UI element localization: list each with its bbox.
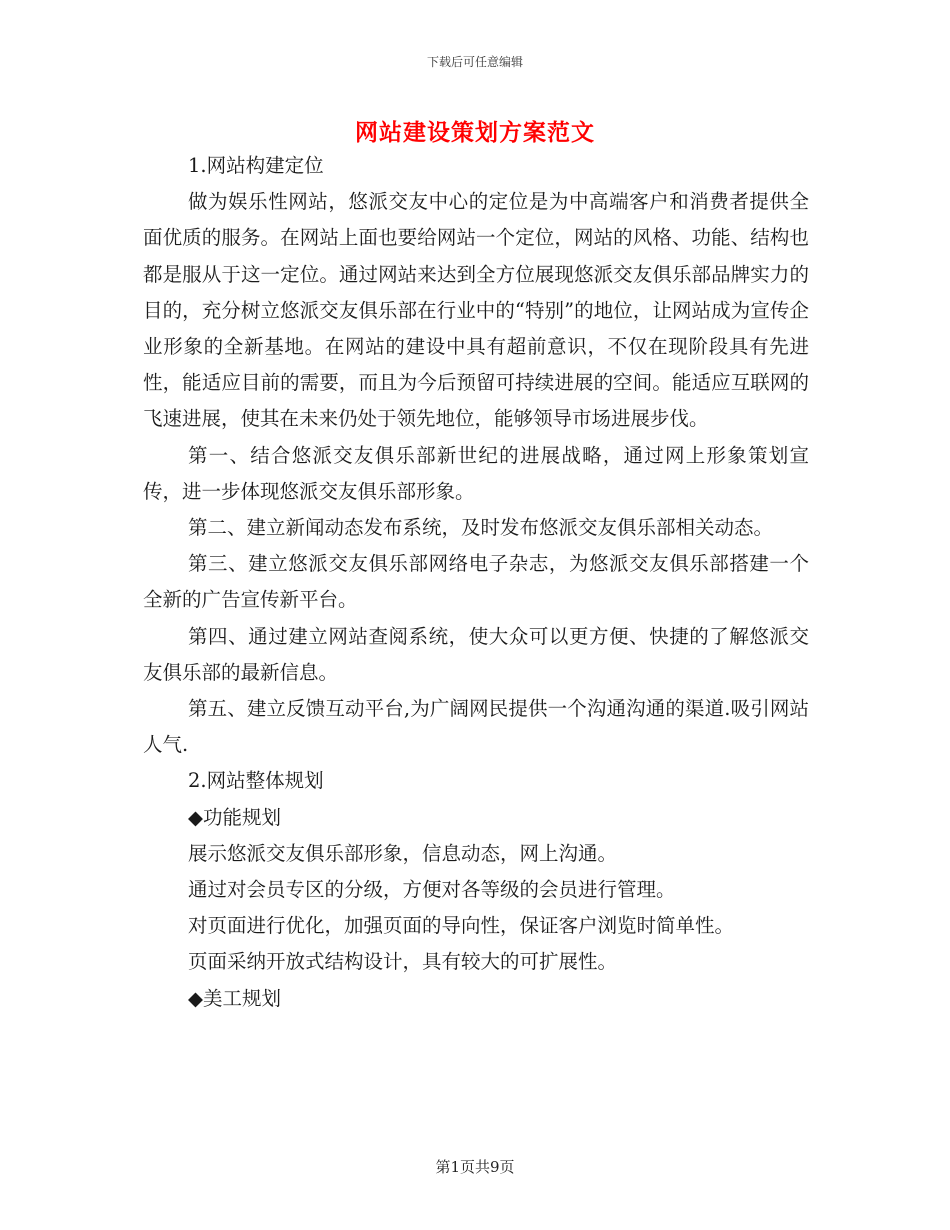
subheading-function-planning: ◆功能规划 <box>188 805 281 829</box>
paragraph-item-two: 第二、建立新闻动态发布系统，及时发布悠派交友俱乐部相关动态。 <box>188 516 774 540</box>
list-item: 页面采纳开放式结构设计，具有较大的可扩展性。 <box>188 950 618 974</box>
section-heading-positioning: 1.网站构建定位 <box>188 154 324 177</box>
document-title: 网站建设策划方案范文 <box>355 119 595 146</box>
list-item: 通过对会员专区的分级，方便对各等级的会员进行管理。 <box>188 878 676 902</box>
page-footer-number: 第1页共9页 <box>435 1158 515 1176</box>
section-heading-planning: 2.网站整体规划 <box>188 769 324 793</box>
paragraph-item-five: 第五、建立反馈互动平台,为广阔网民提供一个沟通沟通的渠道.吸引网站人气. <box>143 697 809 757</box>
document-body <box>143 148 809 1017</box>
list-item: 对页面进行优化，加强页面的导向性，保证客户浏览时简单性。 <box>188 914 735 938</box>
page-header-note: 下载后可任意编辑 <box>426 55 523 69</box>
subheading-art-planning: ◆美工规划 <box>188 986 281 1010</box>
paragraph-item-four: 第四、通过建立网站查阅系统，使大众可以更方便、快捷的了解悠派交友俱乐部的最新信息。 <box>143 624 809 684</box>
paragraph-item-one: 第一、结合悠派交友俱乐部新世纪的进展战略，通过网上形象策划宣传，进一步体现悠派交友俱乐部形象。 <box>143 443 809 503</box>
list-item: 展示悠派交友俱乐部形象，信息动态，网上沟通。 <box>188 841 618 865</box>
paragraph-positioning-intro: 做为娱乐性网站，悠派交友中心的定位是为中高端客户和消费者提供全面优质的服务。在网站上面也要给网站一个定位，网站的风格、功能、结构也都是服从于这一定位。通过网站来达到全方位展现悠派交友俱乐部品牌实力的目的，充分树立悠派交友俱乐部在行业中的“特别”的地位，让网站成为宣传企业形象的全新基地。在网站的建设中具有超前意识，不仅在现阶段具有先进性，能适应目前的需要，而且为今后预留可持续进展的空间。能适应互联网的飞速进展，使其在未来仍处于领先地位，能够领导市场进展步伐。 <box>143 190 809 431</box>
paragraph-item-three: 第三、建立悠派交友俱乐部网络电子杂志，为悠派交友俱乐部搭建一个全新的广告宣传新平台。 <box>143 552 809 612</box>
